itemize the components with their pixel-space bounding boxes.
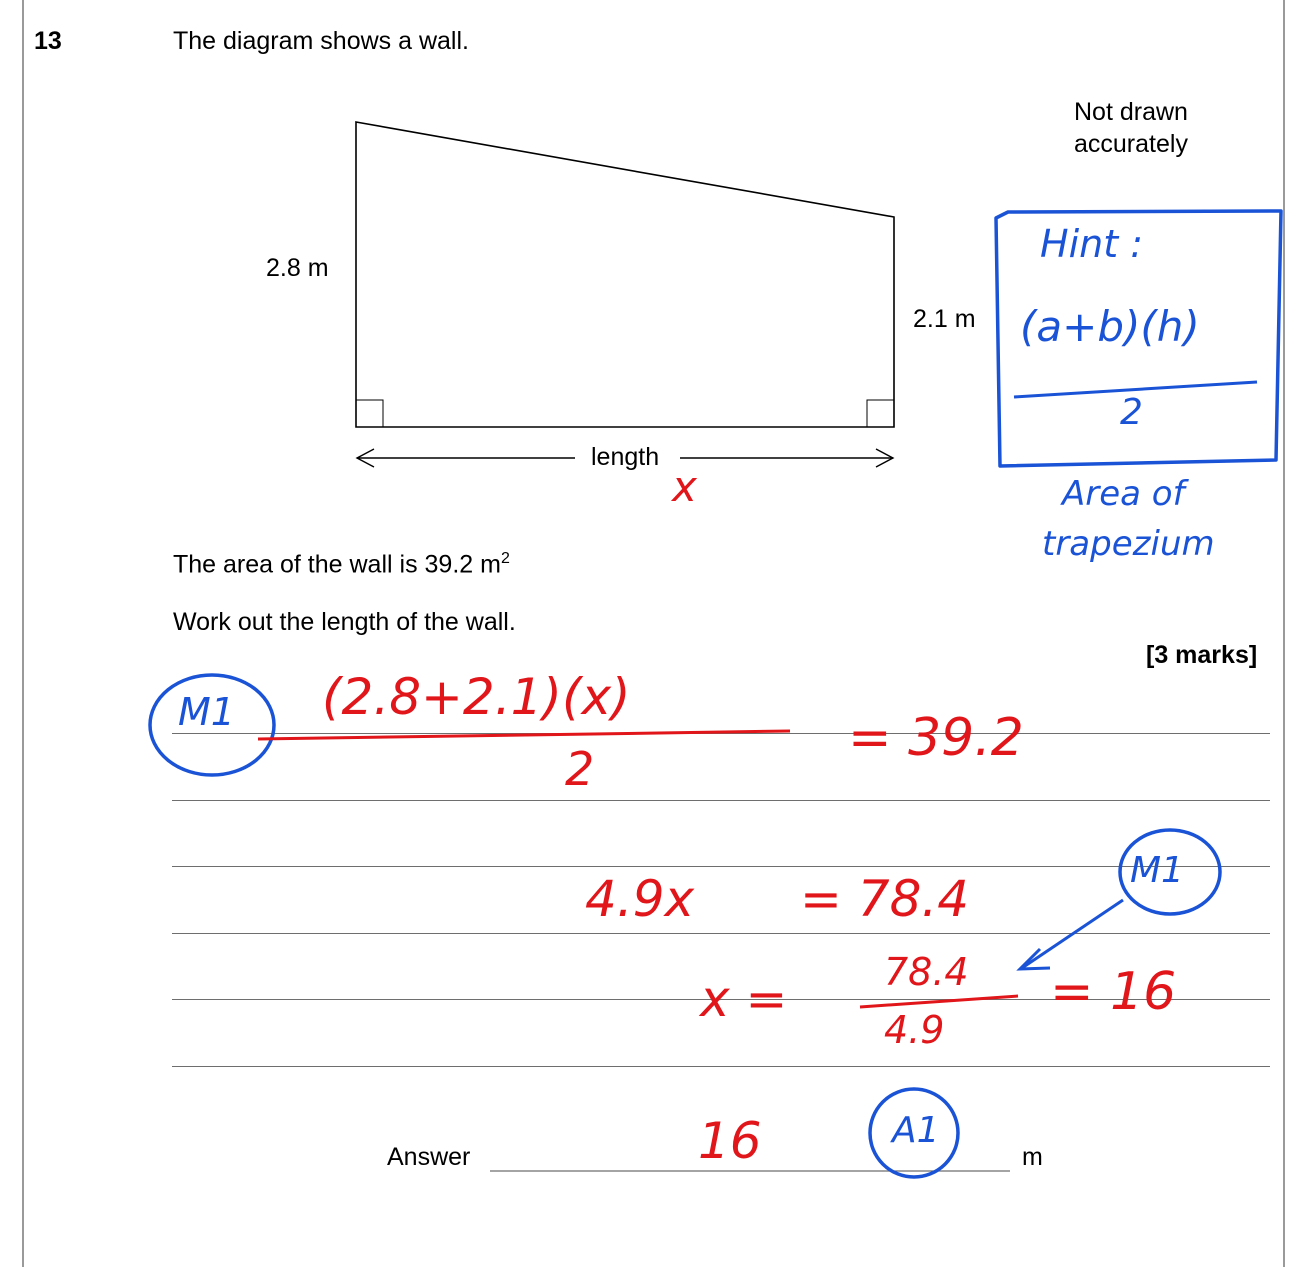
m1-mark-first: M1 <box>178 690 235 734</box>
question-number: 13 <box>34 27 62 55</box>
working-line3-numerator: 78.4 <box>884 950 969 994</box>
marks-label: [3 marks] <box>1146 641 1258 669</box>
hint-caption-1: Area of <box>1062 474 1185 514</box>
working-denominator-1: 2 <box>565 742 595 796</box>
m1-mark-second: M1 <box>1130 850 1184 891</box>
x-under-length: x <box>672 462 697 511</box>
working-line2-lhs: 4.9x <box>585 870 695 928</box>
working-line2-rhs: = 78.4 <box>800 870 970 928</box>
answer-label: Answer <box>387 1143 471 1171</box>
working-equals-1: = 39.2 <box>848 708 1024 768</box>
answer-unit: m <box>1022 1143 1043 1171</box>
left-height-label: 2.8 m <box>266 254 329 282</box>
area-statement-text: The area of the wall is 39.2 m <box>173 550 501 579</box>
length-label: length <box>591 443 660 471</box>
question-intro: The diagram shows a wall. <box>173 27 469 55</box>
not-drawn-line-1: Not drawn <box>1074 98 1188 126</box>
task-statement: Work out the length of the wall. <box>173 608 516 636</box>
area-unit-exponent: 2 <box>500 550 510 567</box>
a1-mark: A1 <box>892 1110 940 1151</box>
hint-caption-2: trapezium <box>1042 524 1215 564</box>
working-line3-result: = 16 <box>1050 962 1177 1022</box>
working-line3-lhs: x = <box>700 970 788 1028</box>
fraction-bar-1 <box>258 731 790 739</box>
hint-title: Hint : <box>1040 222 1143 266</box>
answer-value: 16 <box>698 1112 762 1170</box>
m1-arrow-shaft <box>1022 900 1123 968</box>
not-drawn-line-2: accurately <box>1074 130 1188 158</box>
hint-denominator: 2 <box>1120 392 1143 433</box>
right-height-label: 2.1 m <box>913 305 976 333</box>
hint-numerator: (a+b)(h) <box>1020 302 1200 351</box>
fraction-bar-3 <box>860 996 1018 1007</box>
working-line3-denominator: 4.9 <box>884 1008 945 1052</box>
working-numerator-1: (2.8+2.1)(x) <box>322 668 631 726</box>
